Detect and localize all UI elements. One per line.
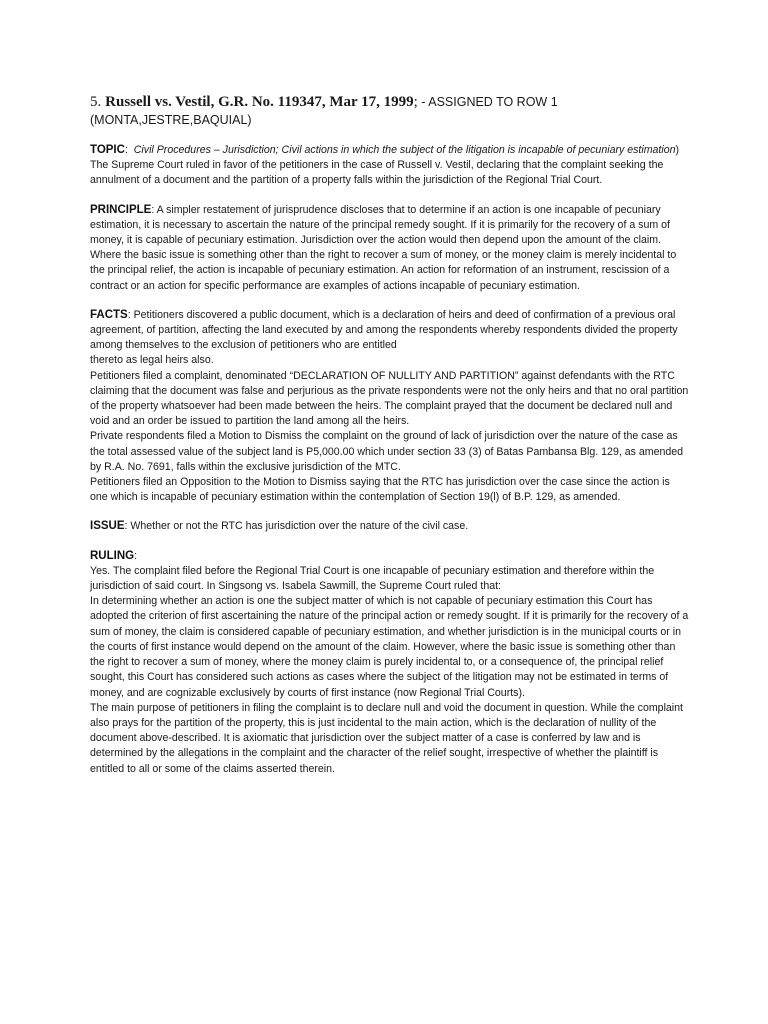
ruling-colon: : (134, 549, 138, 562)
topic-colon: : (124, 144, 128, 156)
topic-label: TOPIC (90, 144, 125, 156)
case-name: Russell vs. Vestil, G.R. No. 119347, Mar 17, 1999 (105, 94, 414, 110)
topic-text: ) The Supreme Court ruled in favor of the petitioners in the case of Russell v. Vestil, declaring that the complaint seeking the annulment of a document and the partition of a property falls within the jurisdiction of the Regional Trial Court. (90, 144, 680, 187)
facts-label: FACTS (90, 308, 128, 321)
assignment-text: - ASSIGNED TO ROW 1 (417, 95, 558, 109)
assigned-members: (MONTA,JESTRE,BAQUIAL) (90, 113, 252, 127)
case-title (90, 92, 690, 111)
facts-paragraph-3: Private respondents filed a Motion to Dismiss the complaint on the ground of lack of jurisdiction over the nature of the case as the total assessed value of the subject land is P5,000.00 which under section 33 (3) of Batas Pambansa Blg. 129, as amended by R.A. No. 7691, falls within the exclusive jurisdiction of the MTC. (90, 430, 684, 473)
issue-section (90, 519, 690, 534)
ruling-paragraph-2: In determining whether an action is one the subject matter of which is not capable of pecuniary estimation this Court has adopted the criterion of first ascertaining the nature of the principal action or remedy sought. If it is primarily for the recovery of a sum of money, the claim is considered capable of pecuniary estimation, and whether jurisdiction is in the municipal courts or in the courts of first instance would depend on the amount of the claim. However, where the basic issue is something other than the right to recover a sum of money, where the money claim is purely incidental to, or a consequence of, the principal relief sought, this Court has considered such actions as cases where the subject of the litigation may not be estimated in terms of money, and are cognizable exclusively by courts of first instance (now Regional Trial Courts). (90, 595, 689, 699)
facts-paragraph-1b: thereto as legal heirs also. (90, 354, 214, 367)
issue-text: : Whether or not the RTC has jurisdiction over the nature of the civil case. (124, 520, 469, 533)
facts-paragraph-2: Petitioners filed a complaint, denominated “DECLARATION OF NULLITY AND PARTITION” against defendants with the RTC claiming that the document was false and perjurious as the private respondents were not the only heirs and that no oral partition of the property whatsoever had been made between the heirs. The complaint prayed that the document be declared null and void and an order be issued to partition the land among all the heirs. (90, 369, 689, 428)
ruling-label: RULING (90, 549, 135, 562)
ruling-paragraph-3: The main purpose of petitioners in filing the complaint is to declare null and void the document in question. While the complaint also prays for the partition of the property, this is just incidental to the main action, which is the declaration of nullity of the document above-described. It is axiomatic that jurisdiction over the subject matter of a case is conferred by law and is determined by the allegations in the complaint and the character of the relief sought, irrespective of whether the plaintiff is entitled to all or some of the claims asserted therein. (90, 701, 683, 775)
principle-section (90, 203, 690, 294)
case-semicolon: ; (413, 94, 418, 110)
facts-paragraph-4: Petitioners filed an Opposition to the Motion to Dismiss saying that the RTC has jurisdiction over the case since the action is one which is incapable of pecuniary estimation within the contemplation of Section 19(l) of B.P. 129, as amended. (90, 476, 670, 504)
issue-label: ISSUE (90, 520, 125, 533)
document-page (90, 92, 690, 777)
facts-section (90, 308, 690, 506)
ruling-section (90, 549, 690, 777)
ruling-paragraph-1: Yes. The complaint filed before the Regional Trial Court is one incapable of pecuniary estimation and therefore within the jurisdiction of said court. In Singsong vs. Isabela Sawmill, the Supreme Court ruled that: (90, 564, 655, 593)
case-number: 5. (90, 94, 102, 110)
principle-text: : A simpler restatement of jurisprudence discloses that to determine if an action is one incapable of pecuniary estimation, it is necessary to ascertain the nature of the principal remedy sought. If it is primarily for the recovery of a sum of money, it is capable of pecuniary estimation. Jurisdiction over the action would then depend upon the amount of the claim. Where the basic issue is something other than the right to recover a sum of money, or the money claim is merely incidental to the principal relief, the action is incapable of pecuniary estimation. An action for reformation of an instrument, rescission of a contract or an action for specific performance are examples of actions incapable of pecuniary estimation. (90, 203, 677, 292)
topic-italic: Civil Procedures – Jurisdiction; Civil actions in which the subject of the litigation is incapable of pecuniary estimation (133, 144, 676, 156)
facts-paragraph-1: : Petitioners discovered a public document, which is a declaration of heirs and deed of confirmation of a previous oral agreement, of partition, affecting the land executed by and among the respondents whereby respondents divided the property among themselves to the exclusion of petitioners who are entitled (90, 308, 678, 352)
topic-section (90, 143, 690, 189)
principle-label: PRINCIPLE (90, 203, 152, 216)
